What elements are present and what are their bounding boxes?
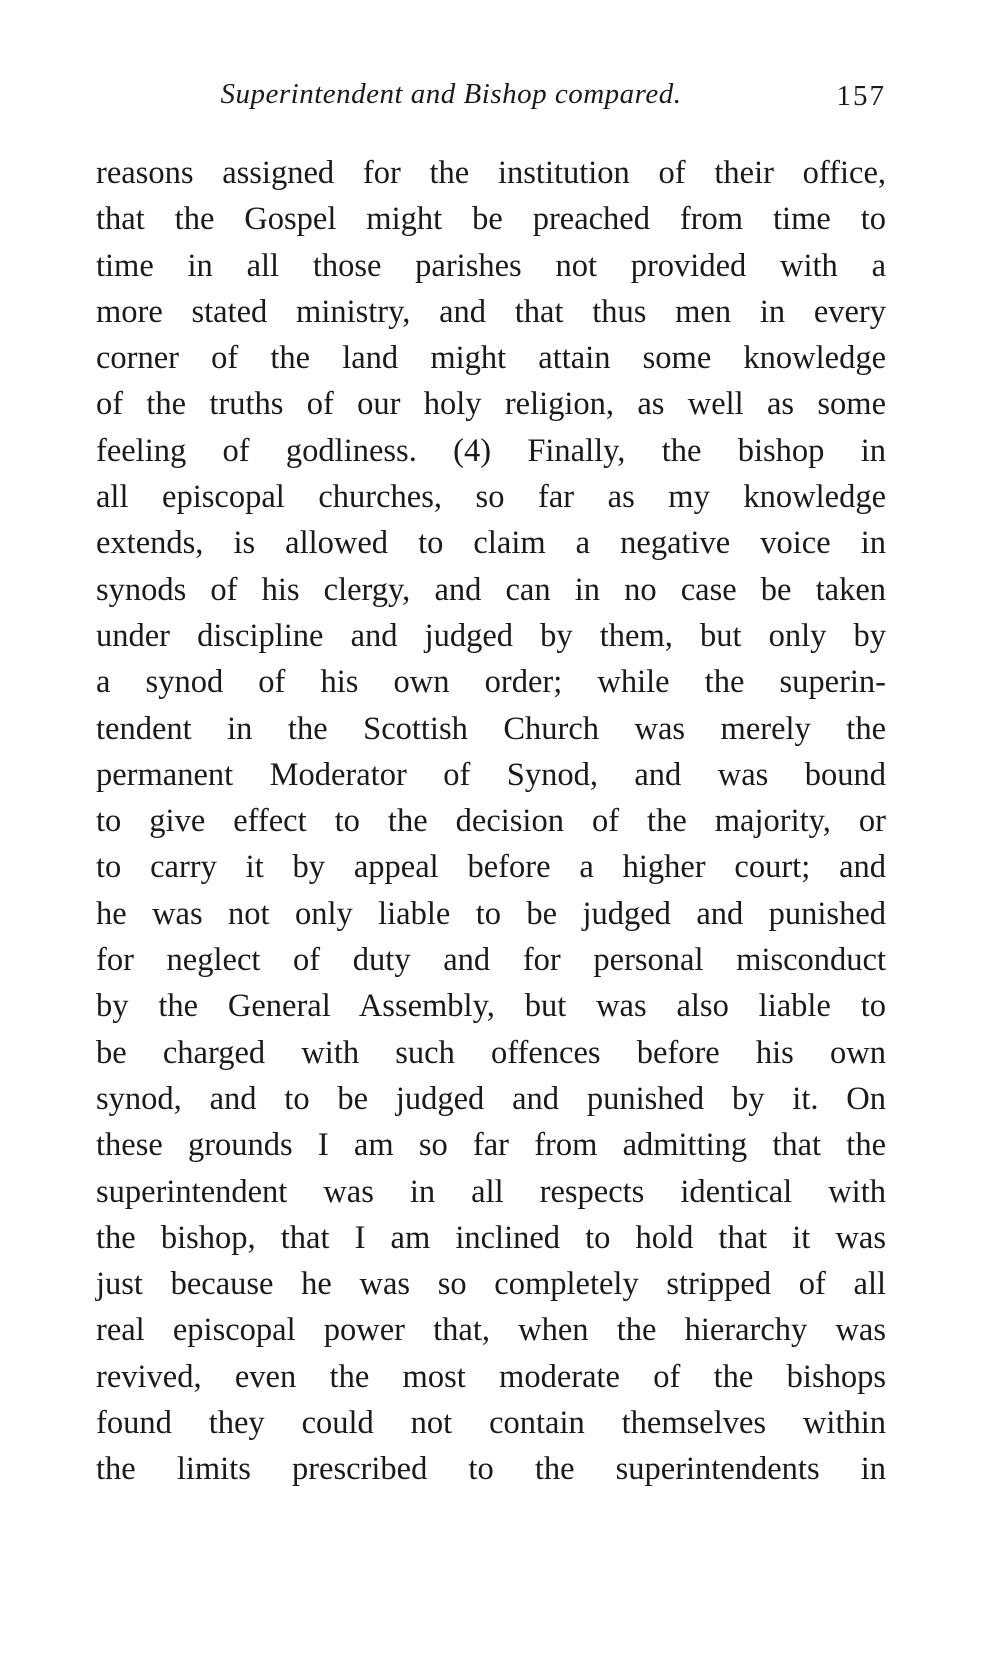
text-line: to carry it by appeal before a higher court; and: [96, 849, 886, 886]
text-line: feeling of godliness. (4) Finally, the bishop in: [96, 432, 886, 469]
body-text: [96, 150, 886, 1493]
text-line: by the General Assembly, but was also liable to: [96, 988, 886, 1025]
text-line: synods of his clergy, and can in no case be taken: [96, 571, 886, 608]
text-line: these grounds I am so far from admitting that the: [96, 1127, 886, 1164]
running-head: [96, 78, 886, 122]
text-line: be charged with such offences before his own: [96, 1034, 886, 1071]
text-line: synod, and to be judged and punished by it. On: [96, 1080, 886, 1117]
text-line: that the Gospel might be preached from time to: [96, 201, 886, 238]
text-line: revived, even the most moderate of the bishops: [96, 1358, 886, 1395]
text-line: time in all those parishes not provided with a: [96, 247, 886, 284]
text-line: corner of the land might attain some knowledge: [96, 340, 886, 377]
text-line: tendent in the Scottish Church was merely the: [96, 710, 886, 747]
text-line: for neglect of duty and for personal misconduct: [96, 942, 886, 979]
text-line: the bishop, that I am inclined to hold that it was: [96, 1219, 886, 1256]
text-line: a synod of his own order; while the superin-: [96, 664, 886, 701]
text-line: all episcopal churches, so far as my knowledge: [96, 479, 886, 516]
text-line: real episcopal power that, when the hierarchy was: [96, 1312, 886, 1349]
running-title: Superintendent and Bishop compared.: [220, 78, 682, 110]
text-line: under discipline and judged by them, but only by: [96, 617, 886, 654]
text-line: extends, is allowed to claim a negative voice in: [96, 525, 886, 562]
text-line: found they could not contain themselves within: [96, 1405, 886, 1442]
text-line: permanent Moderator of Synod, and was bound: [96, 756, 886, 793]
text-line: the limits prescribed to the superintendents in: [96, 1451, 886, 1488]
text-line: superintendent was in all respects identical with: [96, 1173, 886, 1210]
text-line: reasons assigned for the institution of their office,: [96, 155, 886, 191]
text-line: more stated ministry, and that thus men in every: [96, 293, 886, 330]
text-line: he was not only liable to be judged and punished: [96, 895, 886, 932]
text-line: just because he was so completely stripped of all: [96, 1266, 886, 1303]
text-line: to give effect to the decision of the majority, or: [96, 803, 886, 840]
page-number: 157: [836, 80, 886, 112]
text-line: of the truths of our holy religion, as well as some: [96, 386, 886, 423]
